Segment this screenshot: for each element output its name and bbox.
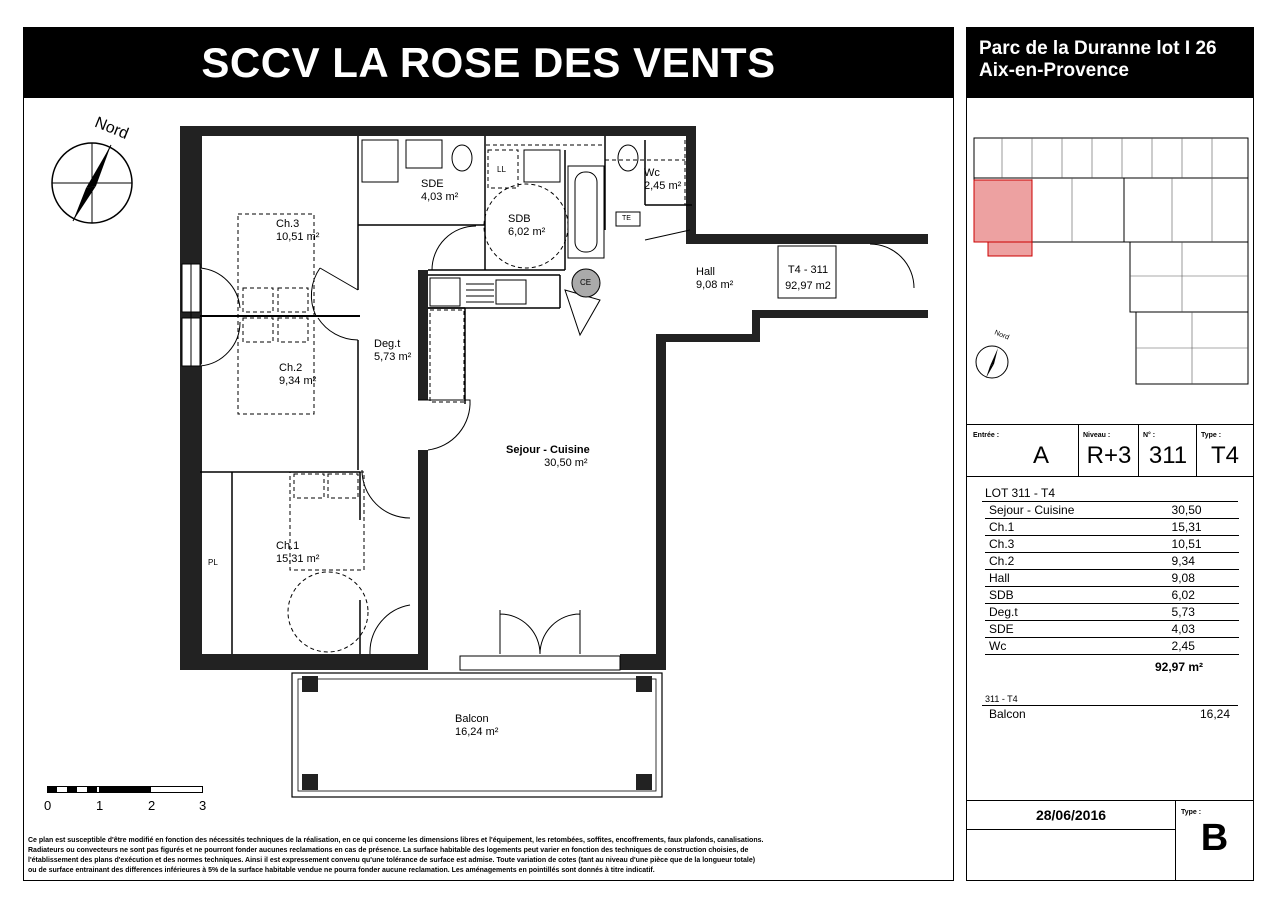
ext-title: 311 - T4 (985, 694, 1018, 704)
fixture-ll: LL (497, 165, 506, 174)
lot-total: 92,97 m² (1155, 660, 1204, 674)
lot-title: LOT 311 - T4 (985, 486, 1056, 500)
numero-value: 311 (1148, 442, 1188, 469)
fixture-pl: PL (208, 558, 218, 567)
disclaimer-line-2: Radiateurs ou convecteurs ne sont pas figurés et ne pourront fonder aucunes reclamations en cas de présence. La surface habitable des logements peut varier en fonction des techniques de construction choisies, de (28, 847, 749, 854)
footer-row (967, 800, 1253, 881)
room-hall (696, 266, 733, 292)
room-sdb-name: SDB (508, 213, 531, 225)
lot-row-area: 9,34 (1112, 553, 1239, 570)
project-location (967, 28, 1253, 98)
compass-north-label: Nord (92, 114, 131, 143)
lot-row-name: Ch.3 (985, 536, 1112, 553)
lot-row (985, 536, 1239, 553)
lot-row-area: 6,02 (1112, 587, 1239, 604)
room-sejour-area: 30,50 m² (544, 457, 588, 469)
room-ch2 (279, 362, 316, 388)
room-ch3-area: 10,51 m² (276, 231, 320, 243)
room-sejour (506, 444, 590, 470)
disclaimer-line-3: l'établissement des plans d'exécution et des normes techniques. Ainsi il est expressement convenu qu'une tolérance de surface est admise. Toute variation de cotes (tant au niveau d'une pièce que de la longueur totale) (28, 857, 756, 864)
niveau-value: R+3 (1086, 442, 1132, 469)
lot-row-area: 4,03 (1112, 621, 1239, 638)
room-degt-area: 5,73 m² (374, 351, 412, 363)
lot-row (985, 502, 1239, 519)
type-value: T4 (1210, 442, 1239, 469)
lot-row (985, 621, 1239, 638)
scale-bar (44, 786, 207, 816)
ext-area: 16,24 (1200, 707, 1231, 721)
lot-row-name: Wc (985, 638, 1112, 655)
disclaimer-line-4: ou de surface entrainant des differences inférieures à 5% de la surface habitable vendue ne pourra fonder aucune reclamation. Les aménagements en pointillés sont donnés à titre indicatif. (28, 867, 655, 874)
room-ch2-area: 9,34 m² (279, 375, 317, 387)
unit-tag-ref: T4 - 311 (787, 264, 829, 276)
room-ch1 (276, 540, 319, 566)
key-plan (972, 136, 1252, 388)
footer-type-value: B (1200, 817, 1229, 859)
unit-tag (780, 262, 836, 294)
lot-row-name: Ch.2 (985, 553, 1112, 570)
scale-tick-2: 2 (148, 798, 156, 813)
room-hall-name: Hall (696, 266, 715, 278)
lot-row-area: 30,50 (1112, 502, 1239, 519)
lot-row-area: 9,08 (1112, 570, 1239, 587)
project-title: SCCV LA ROSE DES VENTS (24, 28, 953, 98)
room-sde (421, 178, 458, 204)
scale-tick-1: 1 (96, 798, 104, 813)
niveau-label: Niveau : (1083, 432, 1111, 439)
room-ch1-name: Ch.1 (276, 540, 300, 552)
room-degt (374, 338, 411, 364)
lot-row (985, 604, 1239, 621)
ext-name: Balcon (989, 707, 1026, 721)
room-ch1-area: 15,31 m² (276, 553, 320, 565)
room-sejour-name: Sejour - Cuisine (506, 444, 590, 456)
info-row (967, 424, 1253, 477)
fixture-ce: CE (580, 278, 592, 287)
lot-row (985, 553, 1239, 570)
scale-tick-0: 0 (44, 798, 52, 813)
room-wc-area: 2,45 m² (644, 180, 682, 192)
room-ch3-name: Ch.3 (276, 218, 300, 230)
location-line-2: Aix-en-Provence (979, 60, 1129, 81)
scale-tick-3: 3 (199, 798, 207, 813)
lot-table (985, 502, 1239, 655)
lot-row-area: 10,51 (1112, 536, 1239, 553)
lot-row (985, 519, 1239, 536)
lot-row (985, 570, 1239, 587)
disclaimer-line-1: Ce plan est susceptible d'être modifié en fonction des nécessités techniques de la réalisation, en ce qui concerne les dimensions libres et l'équipement, les retombées, soffites, encoffrements, faux plafonds, canalisations. (28, 837, 764, 844)
room-hall-area: 9,08 m² (696, 279, 734, 291)
room-degt-name: Deg.t (374, 338, 401, 350)
room-balcon (455, 713, 498, 739)
disclaimer (28, 836, 948, 876)
lot-row-area: 15,31 (1112, 519, 1239, 536)
room-ch2-name: Ch.2 (279, 362, 303, 374)
lot-row-name: SDE (985, 621, 1112, 638)
room-ch3 (276, 218, 319, 244)
type-label: Type : (1201, 432, 1222, 439)
location-line-1: Parc de la Duranne lot I 26 (979, 38, 1217, 59)
lot-row-name: Sejour - Cuisine (985, 502, 1112, 519)
lot-row-area: 2,45 (1112, 638, 1239, 655)
lot-row-area: 5,73 (1112, 604, 1239, 621)
lot-row (985, 638, 1239, 655)
room-sdb-area: 6,02 m² (508, 226, 546, 238)
footer-type-label: Type : (1181, 809, 1202, 816)
entree-value: A (1032, 442, 1049, 469)
room-sdb (508, 213, 545, 239)
lot-row (985, 587, 1239, 604)
unit-tag-area: 92,97 m2 (785, 280, 831, 292)
lot-row-name: SDB (985, 587, 1112, 604)
entree-label: Entrée : (973, 432, 1000, 439)
room-sde-name: SDE (421, 178, 444, 190)
lot-row-name: Ch.1 (985, 519, 1112, 536)
room-wc (644, 167, 681, 193)
room-balcon-area: 16,24 m² (455, 726, 499, 738)
plan-date: 28/06/2016 (1035, 807, 1107, 823)
room-wc-name: Wc (644, 167, 660, 179)
room-sde-area: 4,03 m² (421, 191, 459, 203)
lot-row-name: Deg.t (985, 604, 1112, 621)
numero-label: N° : (1143, 432, 1156, 439)
lot-row-name: Hall (985, 570, 1112, 587)
key-plan-north-label: Nord (993, 329, 1010, 342)
room-balcon-name: Balcon (455, 713, 489, 725)
fixture-te: TE (622, 215, 631, 222)
